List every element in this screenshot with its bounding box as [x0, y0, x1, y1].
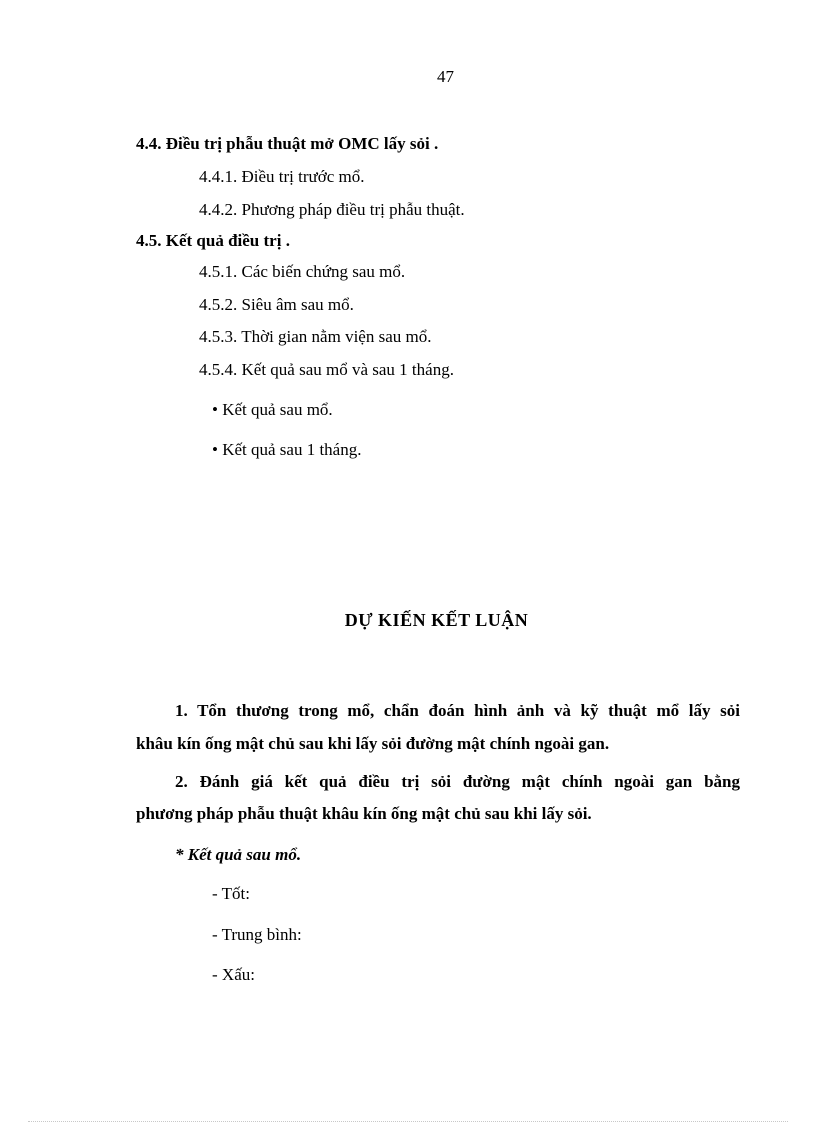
subsection-4-5-4: 4.5.4. Kết quả sau mổ và sau 1 tháng. — [199, 360, 454, 379]
conclusion-point-2-line-2: phương pháp phẫu thuật khâu kín ống mật chủ sau khi lấy sỏi. — [136, 804, 592, 823]
bullet-ket-qua-sau-1-thang: • Kết quả sau 1 tháng. — [212, 440, 362, 459]
bullet-ket-qua-sau-mo: • Kết quả sau mổ. — [212, 400, 333, 419]
conclusion-point-2 — [136, 772, 740, 824]
result-heading: * Kết quả sau mổ. — [175, 845, 302, 864]
conclusion-point-1-line-1: 1. Tổn thương trong mổ, chẩn đoán hình ảnh và kỹ thuật mổ lấy sỏi — [175, 701, 740, 720]
subsection-4-5-1: 4.5.1. Các biến chứng sau mổ. — [199, 262, 406, 281]
subsection-4-4-2: 4.4.2. Phương pháp điều trị phẫu thuật. — [199, 200, 465, 219]
section-heading-4-4: 4.4. Điều trị phẫu thuật mở OMC lấy sỏi . — [136, 134, 439, 153]
page-number: 47 — [437, 67, 454, 86]
subsection-4-4-1: 4.4.1. Điều trị trước mổ. — [199, 167, 365, 186]
result-item-trung-binh: - Trung bình: — [212, 925, 302, 944]
result-item-tot: - Tốt: — [212, 884, 250, 903]
conclusion-point-2-line-1: 2. Đánh giá kết quả điều trị sỏi đường mật chính ngoài gan bằng — [175, 772, 740, 791]
conclusion-title: DỰ KIẾN KẾT LUẬN — [344, 610, 529, 630]
result-item-xau: - Xấu: — [212, 965, 255, 984]
conclusion-point-1-line-2: khâu kín ống mật chủ sau khi lấy sỏi đường mật chính ngoài gan. — [136, 734, 610, 753]
conclusion-point-1 — [136, 701, 740, 754]
page-footer-divider — [28, 1121, 788, 1122]
subsection-4-5-2: 4.5.2. Siêu âm sau mổ. — [199, 295, 354, 314]
section-heading-4-5: 4.5. Kết quả điều trị . — [136, 231, 290, 250]
subsection-4-5-3: 4.5.3. Thời gian nằm viện sau mổ. — [199, 327, 432, 346]
